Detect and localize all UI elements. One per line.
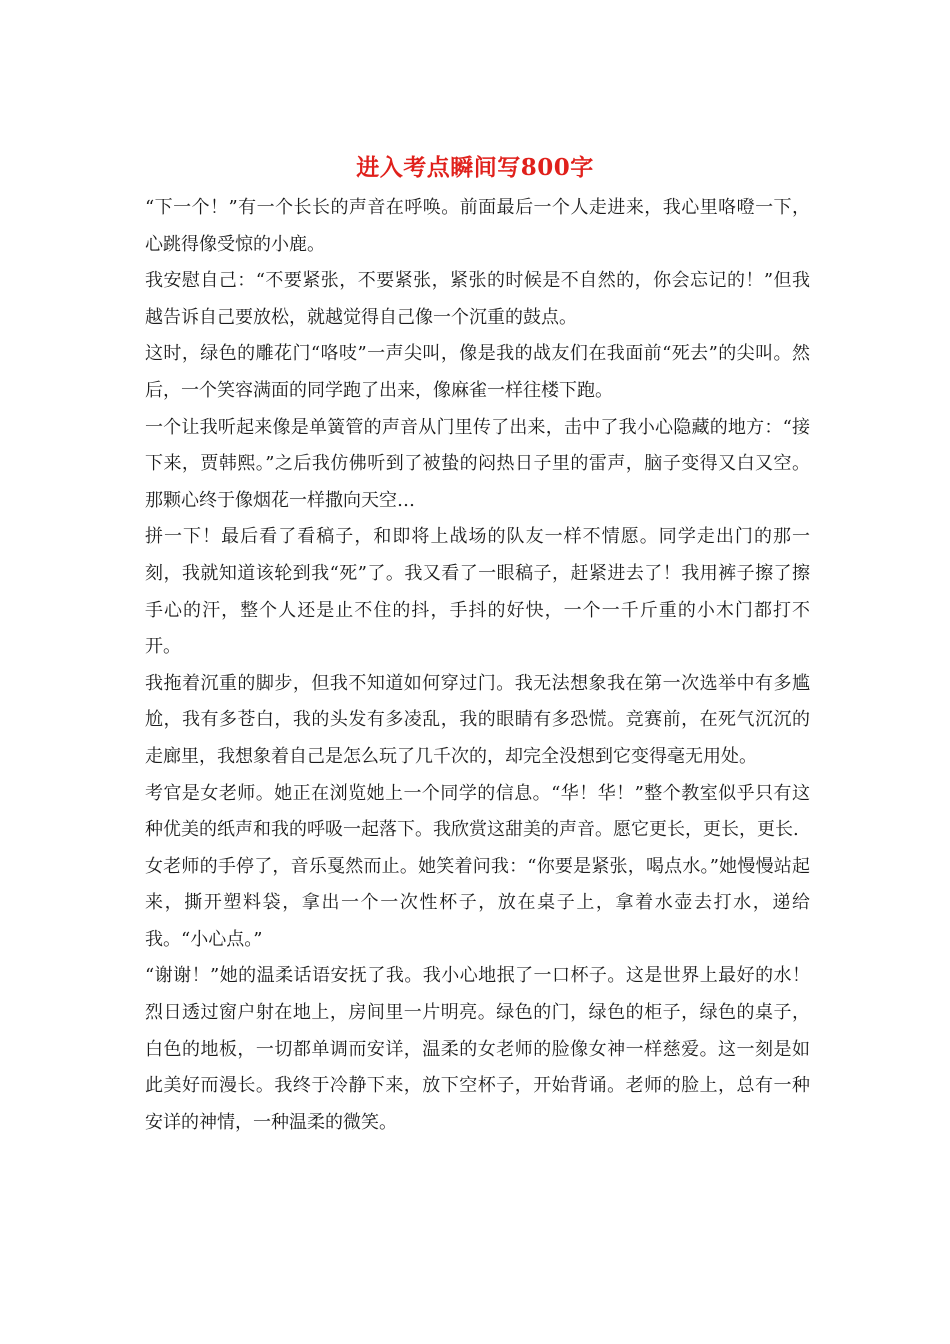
page-title: 进入考点瞬间写800字	[356, 154, 594, 181]
article-body	[145, 190, 810, 1141]
paragraph: “下一个！”有一个长长的声音在呼唤。前面最后一个人走进来，我心里咯噔一下，心跳得像受惊的小鹿。	[145, 197, 810, 255]
paragraph: 女老师的手停了，音乐戛然而止。她笑着问我：“你要是紧张，喝点水。”她慢慢站起来，撕开塑料袋，拿出一个一次性杯子，放在桌子上，拿着水壶去打水，递给我。“小心点。”	[145, 855, 810, 950]
paragraph: 一个让我听起来像是单簧管的声音从门里传了出来，击中了我小心隐藏的地方：“接下来，贾韩熙。”之后我仿佛听到了被蛰的闷热日子里的雷声，脑子变得又白又空。那颗心终于像烟花一样撒向天空…	[145, 416, 810, 511]
paragraph: 拼一下！最后看了看稿子，和即将上战场的队友一样不情愿。同学走出门的那一刻，我就知道该轮到我“死”了。我又看了一眼稿子，赶紧进去了！我用裤子擦了擦手心的汗，整个人还是止不住的抖，手抖的好快，一个一千斤重的小木门都打不开。	[145, 526, 810, 658]
paragraph: 我安慰自己：“不要紧张，不要紧张，紧张的时候是不自然的，你会忘记的！”但我越告诉自己要放松，就越觉得自己像一个沉重的鼓点。	[145, 270, 810, 328]
paragraph: 这时，绿色的雕花门“咯吱”一声尖叫，像是我的战友们在我面前“死去”的尖叫。然后，一个笑容满面的同学跑了出来，像麻雀一样往楼下跑。	[145, 343, 810, 401]
paragraph: 我拖着沉重的脚步，但我不知道如何穿过门。我无法想象我在第一次选举中有多尴尬，我有多苍白，我的头发有多凌乱，我的眼睛有多恐慌。竞赛前，在死气沉沉的走廊里，我想象着自己是怎么玩了几千次的，却完全没想到它变得毫无用处。	[145, 672, 810, 767]
paragraph: “谢谢！”她的温柔话语安抚了我。我小心地抿了一口杯子。这是世界上最好的水！烈日透过窗户射在地上，房间里一片明亮。绿色的门，绿色的柜子，绿色的桌子，白色的地板，一切都单调而安详，温柔的女老师的脸像女神一样慈爱。这一刻是如此美好而漫长。我终于冷静下来，放下空杯子，开始背诵。老师的脸上，总有一种安详的神情，一种温柔的微笑。	[145, 965, 810, 1133]
paragraph: 考官是女老师。她正在浏览她上一个同学的信息。“华！华！”整个教室似乎只有这种优美的纸声和我的呼吸一起落下。我欣赏这甜美的声音。愿它更长，更长，更长.	[145, 782, 810, 841]
